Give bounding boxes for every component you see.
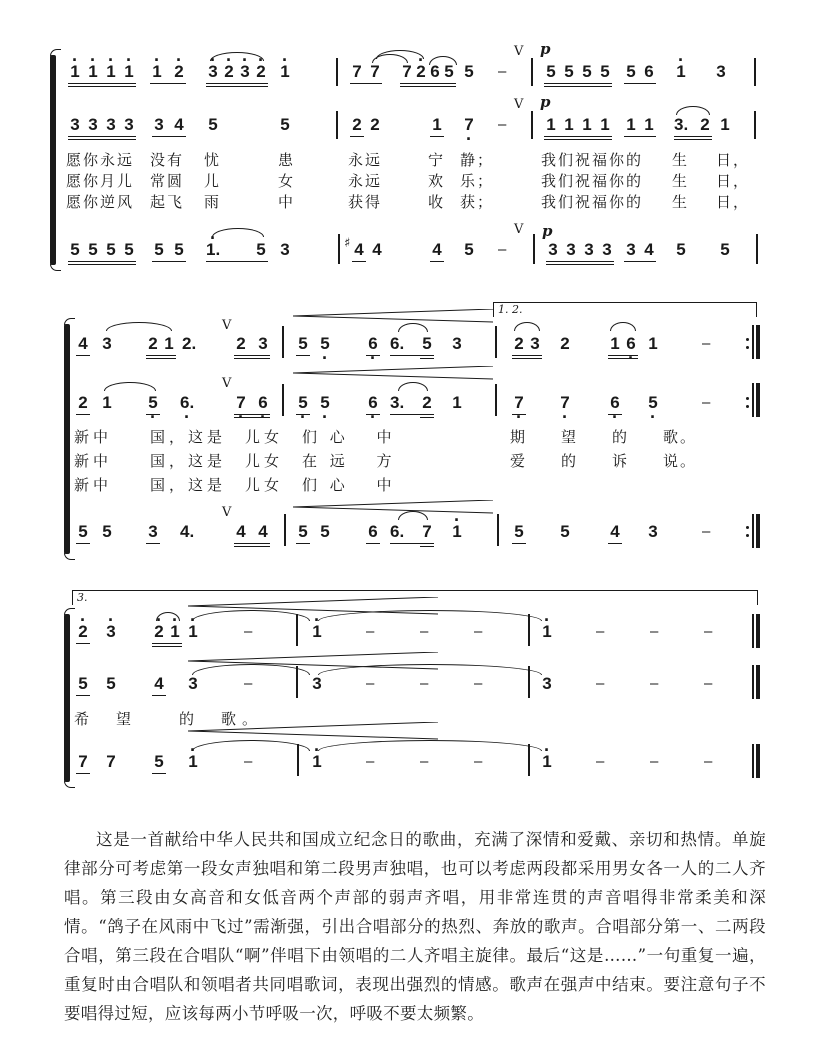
sharp-sign: ♯ <box>344 236 351 251</box>
breath-mark: V <box>514 44 524 59</box>
lyrics-verse-3: 希 望 的 歌。 <box>74 710 264 728</box>
volta-bracket-3: 3. <box>72 590 758 605</box>
lyrics-volta-verse-2: 爱 的 诉 说。 <box>510 452 698 470</box>
system-bracket <box>50 55 56 265</box>
commentary-paragraph: 这是一首献给中华人民共和国成立纪念日的歌曲，充满了深情和爱戴、亲切和热情。单旋律部分可考虑第一段女声独唱和第二段男声独唱，也可以考虑两段都采用男女各一人的二人齐唱。第三段由女高音和女低音两个声部的弱声齐唱，用非常连贯的声音唱得非常柔美和深情。“鸽子在风雨中飞过”需渐强，引出合唱部分的热烈、奔放的歌声。合唱部分第一、二两段合唱，第三段在合唱队“啊”伴唱下由领唱的二人齐唱主旋律。最后“这是……”一句重复一遍，重复时由合唱队和领唱者共同唱歌词，表现出强烈的情感。歌声在强声中结束。要注意句子不要唱得过短，应该每两小节呼吸一次，呼吸不要太频繁。 <box>64 829 766 1023</box>
lyrics-verse-3: 新中 国，这是 儿女 们 心 中 <box>74 476 396 494</box>
lyrics-verse-1: 新中 国，这是 儿女 们 心 中 <box>74 428 396 446</box>
repeat-sign <box>746 336 750 352</box>
lyrics-volta-verse-1: 期 望 的 歌。 <box>510 428 698 446</box>
crescendo-hairpin <box>293 309 493 323</box>
volta-bracket-1-2: 1. 2. <box>493 302 757 317</box>
dynamic-piano: p <box>540 40 551 58</box>
lyrics-verse-2: 新中 国，这是 儿女 在 远 方 <box>74 452 396 470</box>
